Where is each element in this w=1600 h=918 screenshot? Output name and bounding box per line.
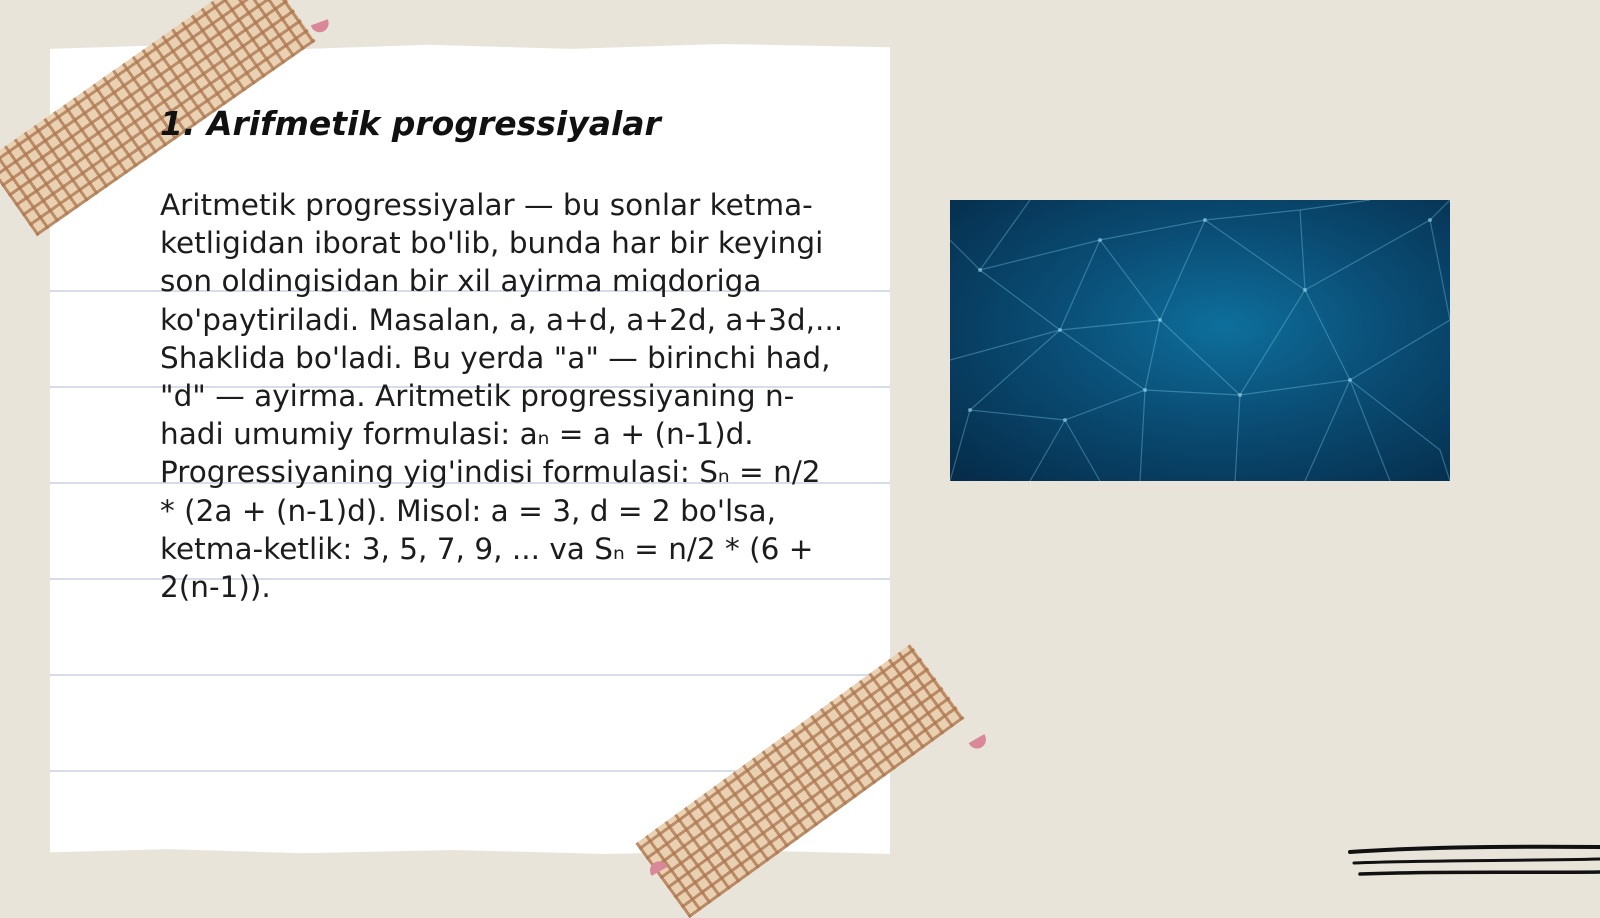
tape-tip bbox=[969, 734, 990, 752]
paper-rule-line bbox=[50, 674, 890, 676]
polygon-network-graphic bbox=[950, 200, 1450, 481]
body-line: son oldingisidan bir xil ayirma miqdoriga bbox=[160, 264, 762, 299]
decorative-brush-lines bbox=[1348, 844, 1600, 884]
body-line: "d" — ayirma. Aritmetik progressiyaning n- bbox=[160, 379, 795, 414]
body-line: 2(n-1)). bbox=[160, 570, 271, 605]
body-line: Shaklida bo'ladi. Bu yerda "a" — birinchi had, bbox=[160, 340, 831, 375]
tape-tip bbox=[311, 19, 331, 35]
body-line: Aritmetik progressiyalar — bu sonlar ketma- bbox=[160, 188, 813, 222]
body-line: Progressiyaning yig'indisi formulasi: Sₙ = n/2 bbox=[160, 455, 821, 490]
body-paragraph bbox=[160, 186, 844, 606]
body-line: hadi umumiy formulasi: aₙ = a + (n-1)d. bbox=[160, 417, 754, 452]
body-line: * (2a + (n-1)d). Misol: a = 3, d = 2 bo'lsa, bbox=[160, 493, 776, 528]
body-line: ketligidan iborat bo'lib, bunda har bir keyingi bbox=[160, 226, 824, 261]
abstract-network-image bbox=[950, 200, 1450, 481]
slide-title: 1. Arifmetik progressiyalar bbox=[160, 104, 661, 143]
body-line: ko'paytiriladi. Masalan, a, a+d, a+2d, a+3d,... bbox=[160, 302, 844, 337]
body-line: ketma-ketlik: 3, 5, 7, 9, ... va Sₙ = n/2 * (6 + bbox=[160, 531, 814, 566]
